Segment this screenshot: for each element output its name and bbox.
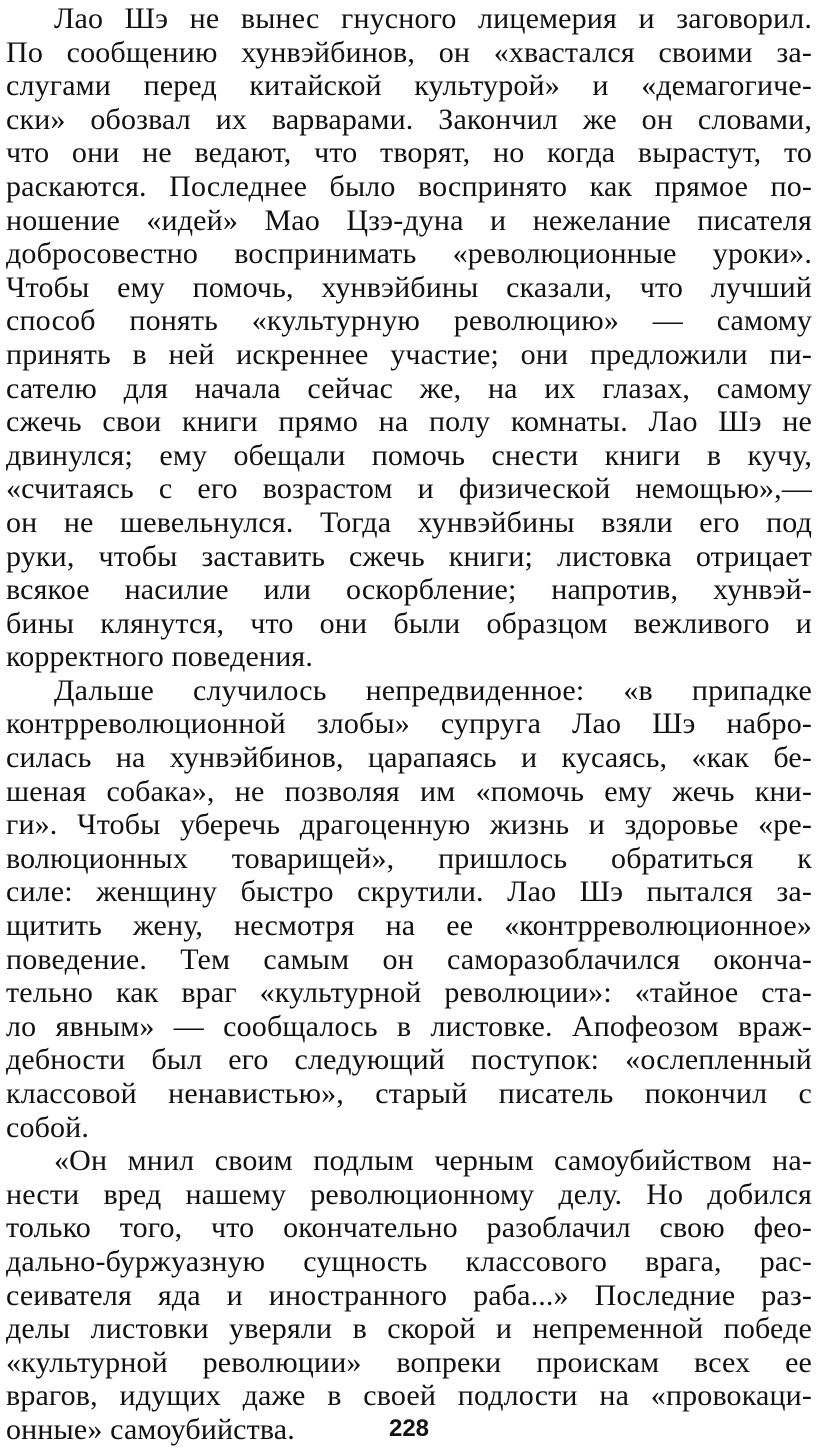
text-line: поведение. Тем самым он саморазоблачился оконча- <box>6 942 812 976</box>
text-line: врагов, идущих даже в своей подлости на «провокаци- <box>6 1379 812 1413</box>
text-line: раскаются. Последнее было воспринято как прямое по- <box>6 169 812 203</box>
text-line: дально-буржуазную сущность классового врага, рас- <box>6 1244 812 1278</box>
text-line: «считаясь с его возрастом и физической немощью»,— <box>6 472 812 506</box>
text-line: слугами перед китайской культурой» и «демагогиче- <box>6 69 812 103</box>
text-line: что они не ведают, что творят, но когда вырастут, то <box>6 136 812 170</box>
text-line: только того, что окончательно разоблачил свою фео- <box>6 1211 812 1245</box>
text-line: руки, чтобы заставить сжечь книги; листовка отрицает <box>6 539 812 573</box>
text-line: ношение «идей» Мао Цзэ-дуна и нежелание писателя <box>6 203 812 237</box>
text-line: дебности был его следующий поступок: «ослепленный <box>6 1043 812 1077</box>
text-line: шеная собака», не позволяя им «помочь ему жечь кни- <box>6 774 812 808</box>
text-line: сеивателя яда и иностранного раба...» Последние раз- <box>6 1278 812 1312</box>
text-line: он не шевельнулся. Тогда хунвэйбины взяли его под <box>6 505 812 539</box>
text-line: ги». Чтобы уберечь драгоценную жизнь и здоровье «ре- <box>6 808 812 842</box>
text-line: Дальше случилось непредвиденное: «в припадке <box>54 673 812 707</box>
text-line: онные» самоубийства. <box>6 1412 295 1446</box>
text-line: классовой ненавистью», старый писатель покончил с <box>6 1077 812 1110</box>
text-line: волюционных товарищей», пришлось обратиться к <box>6 841 812 875</box>
text-line: щитить жену, несмотря на ее «контрреволюционное» <box>6 909 812 943</box>
text-line: силе: женщину быстро скрутили. Лао Шэ пытался за- <box>6 875 812 909</box>
text-line: контрреволюционной злобы» супруга Лао Шэ набро- <box>6 707 812 741</box>
text-line: По сообщению хунвэйбинов, он «хвастался своими за- <box>6 35 812 69</box>
text-line: собой. <box>6 1110 90 1144</box>
text-line: нести вред нашему революционному делу. Но добился <box>6 1177 812 1211</box>
text-line: силась на хунвэйбинов, царапаясь и кусаясь, «как бе- <box>6 741 812 775</box>
text-line: сжечь свои книги прямо на полу комнаты. Лао Шэ не <box>6 405 812 439</box>
book-page <box>6 0 814 1449</box>
text-line: сателю для начала сейчас же, на их глазах, самому <box>6 371 812 405</box>
text-line: способ понять «культурную революцию» — самому <box>6 304 812 338</box>
text-line: ски» обозвал их варварами. Закончил же он словами, <box>6 102 812 136</box>
text-column <box>6 2 812 1447</box>
text-line: корректного поведения. <box>6 640 314 674</box>
text-line: двинулся; ему обещали помочь снести книги в кучу, <box>6 438 812 472</box>
text-line: всякое насилие или оскорбление; напротив, хунвэй- <box>6 573 812 607</box>
text-line: ло явным» — сообщалось в листовке. Апофеозом враж- <box>6 1009 812 1043</box>
text-line: «культурной революции» вопреки проискам всех ее <box>6 1345 812 1379</box>
text-line: «Он мнил своим подлым черным самоубийством на- <box>54 1144 812 1178</box>
text-line: Лао Шэ не вынес гнусного лицемерия и заговорил. <box>54 2 812 35</box>
text-line: тельно как враг «культурной революции»: «тайное ста- <box>6 976 812 1010</box>
text-line: Чтобы ему помочь, хунвэйбины сказали, что лучший <box>6 270 812 304</box>
text-line: делы листовки уверяли в скорой и непременной победе <box>6 1312 812 1346</box>
text-line: добросовестно воспринимать «революционные уроки». <box>6 237 812 271</box>
text-line: бины клянутся, что они были образцом вежливого и <box>6 606 812 640</box>
text-line: принять в ней искреннее участие; они предложили пи- <box>6 337 812 371</box>
page-number: 228 <box>388 1415 430 1442</box>
